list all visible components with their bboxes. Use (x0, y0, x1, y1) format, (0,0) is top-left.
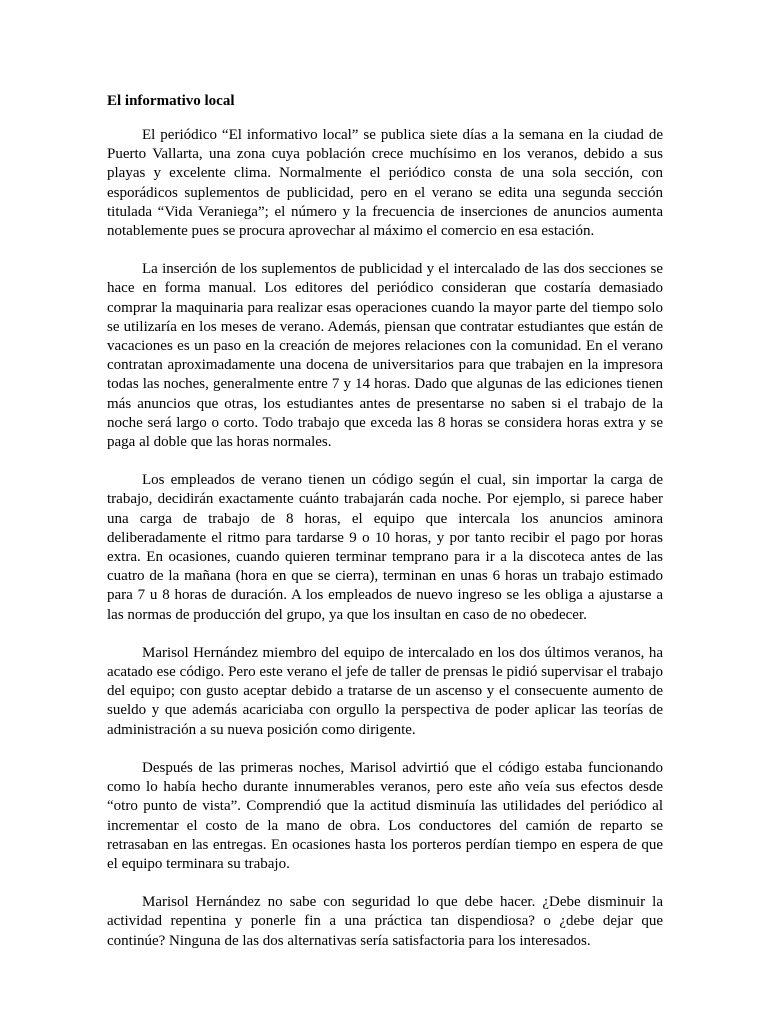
paragraph-5: Después de las primeras noches, Marisol advirtió que el código estaba funcionando como lo había hecho durante innumerables veranos, pero este año veía sus efectos desde “otro punto de vista”. Comprendió que la actitud disminuía las utilidades del periódico al incrementar el costo de la mano de obra. Los conductores del camión de reparto se retrasaban en las entregas. En ocasiones hasta los porteros perdían tiempo en espera de que el equipo terminara su trabajo. (107, 759, 663, 872)
document-page (107, 92, 663, 970)
paragraph-6: Marisol Hernández no sabe con seguridad lo que debe hacer. ¿Debe disminuir la actividad repentina y ponerle fin a una práctica tan dispendiosa? o ¿debe dejar que continúe? Ninguna de las dos alternativas sería satisfactoria para los interesados. (107, 894, 663, 949)
paragraph-2: La inserción de los suplementos de publicidad y el intercalado de las dos secciones se hace en forma manual. Los editores del periódico consideran que costaría demasiado comprar la maquinaria para realizar esas operaciones cuando la mayor parte del tiempo solo se utilizaría en los meses de verano. Además, piensan que contratar estudiantes que están de vacaciones es un paso en la creación de mejores relaciones con la comunidad. En el verano contratan aproximadamente una docena de universitarios para que trabajen en la impresora todas las noches, generalmente entre 7 y 14 horas. Dado que algunas de las ediciones tienen más anuncios que otras, los estudiantes antes de presentarse no saben si el trabajo de la noche será largo o corto. Todo trabajo que exceda las 8 horas se considera horas extra y se paga al doble que las horas normales. (107, 261, 663, 451)
paragraph-3: Los empleados de verano tienen un código según el cual, sin importar la carga de trabajo, decidirán exactamente cuánto trabajarán cada noche. Por ejemplo, si parece haber una carga de trabajo de 8 horas, el equipo que intercala los anuncios aminora deliberadamente el ritmo para tardarse 9 o 10 horas, y por tanto recibir el pago por horas extra. En ocasiones, cuando quieren terminar temprano para ir a la discoteca antes de las cuatro de la mañana (hora en que se cierra), terminan en unas 6 horas un trabajo estimado para 7 u 8 horas de duración. A los empleados de nuevo ingreso se les obliga a ajustarse a las normas de producción del grupo, ya que los insultan en caso de no obedecer. (107, 472, 663, 623)
paragraph-1: El periódico “El informativo local” se publica siete días a la semana en la ciudad de Puerto Vallarta, una zona cuya población crece muchísimo en los veranos, debido a sus playas y excelente clima. Normalmente el periódico consta de una sola sección, con esporádicos suplementos de publicidad, pero en el verano se edita una segunda sección titulada “Vida Veraniega”; el número y la frecuencia de inserciones de anuncios aumenta notablemente pues se procura aprovechar al máximo el comercio en esa estación. (107, 127, 663, 240)
paragraph-4: Marisol Hernández miembro del equipo de intercalado en los dos últimos veranos, ha acatado ese código. Pero este verano el jefe de taller de prensas le pidió supervisar el trabajo del equipo; con gusto aceptar debido a tratarse de un ascenso y el consecuente aumento de sueldo y que además acariciaba con orgullo la perspectiva de poder aplicar las teorías de administración a su nueva posición como dirigente. (107, 644, 663, 738)
document-title: El informativo local (107, 93, 235, 109)
